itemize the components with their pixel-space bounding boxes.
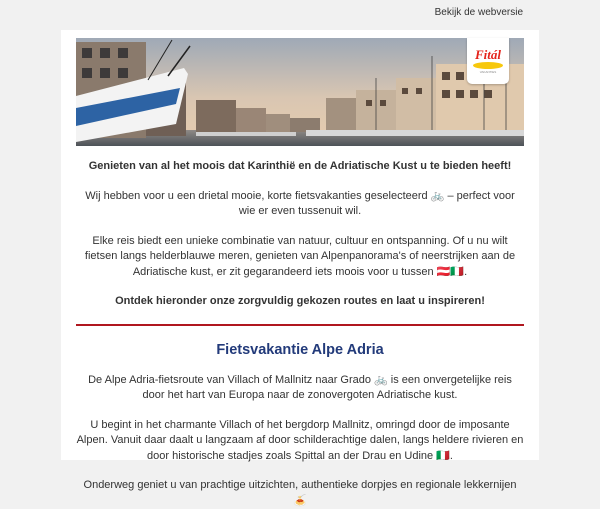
intro-heading: Genieten van al het moois dat Karinthië en de Adriatische Kust u te bieden heeft! (88, 160, 512, 172)
email-content (76, 156, 524, 509)
hero-image (76, 38, 524, 146)
logo-swoosh (473, 62, 503, 69)
intro-paragraph-1: Wij hebben voor u een drietal mooie, korte fietsvakanties geselecteerd 🚲 – perfect voor wie er even tussenuit wil. (85, 189, 515, 217)
section-paragraph-3: Onderweg geniet u van prachtige uitzichten, authentieke dorpjes en regionale lekkernijen 🍝 (83, 479, 517, 507)
intro-paragraph-2: Elke reis biedt een unieke combinatie van natuur, cultuur en ontspanning. Of u nu wilt fietsen langs helderblauwe meren, genieten van Alpenpanorama's of neerstrijken aan de Adriatische kust, er zit gegarandeerd iets moois voor u tussen 🇦🇹🇮🇹. (84, 234, 516, 278)
harbor-photo (76, 38, 524, 146)
view-web-version-link[interactable]: Bekijk de webversie (434, 7, 523, 18)
section-divider (76, 324, 524, 326)
section-paragraph-1: De Alpe Adria-fietsroute van Villach of Mallnitz naar Grado 🚲 is een onvergetelijke reis door het hart van Europa naar de zonovergoten Adriatische kust. (88, 373, 512, 401)
email-card (61, 30, 539, 507)
top-bar (0, 0, 600, 30)
section-paragraph-2: U begint in het charmante Villach of het bergdorp Mallnitz, omringd door de imposante Alpen. Vanuit daar daalt u langzaam af door schilderachtige dalen, langs heldere rivieren en door historische stadjes zoals Spittal an der Drau en Udine 🇮🇹. (76, 418, 524, 462)
logo-tagline: VAKANTIES (479, 70, 497, 74)
fital-logo (467, 38, 509, 84)
intro-cta: Ontdek hieronder onze zorgvuldig gekozen routes en laat u inspireren! (115, 295, 485, 307)
logo-wordmark: Fitál (474, 47, 501, 62)
section-title: Fietsvakantie Alpe Adria (216, 341, 384, 358)
